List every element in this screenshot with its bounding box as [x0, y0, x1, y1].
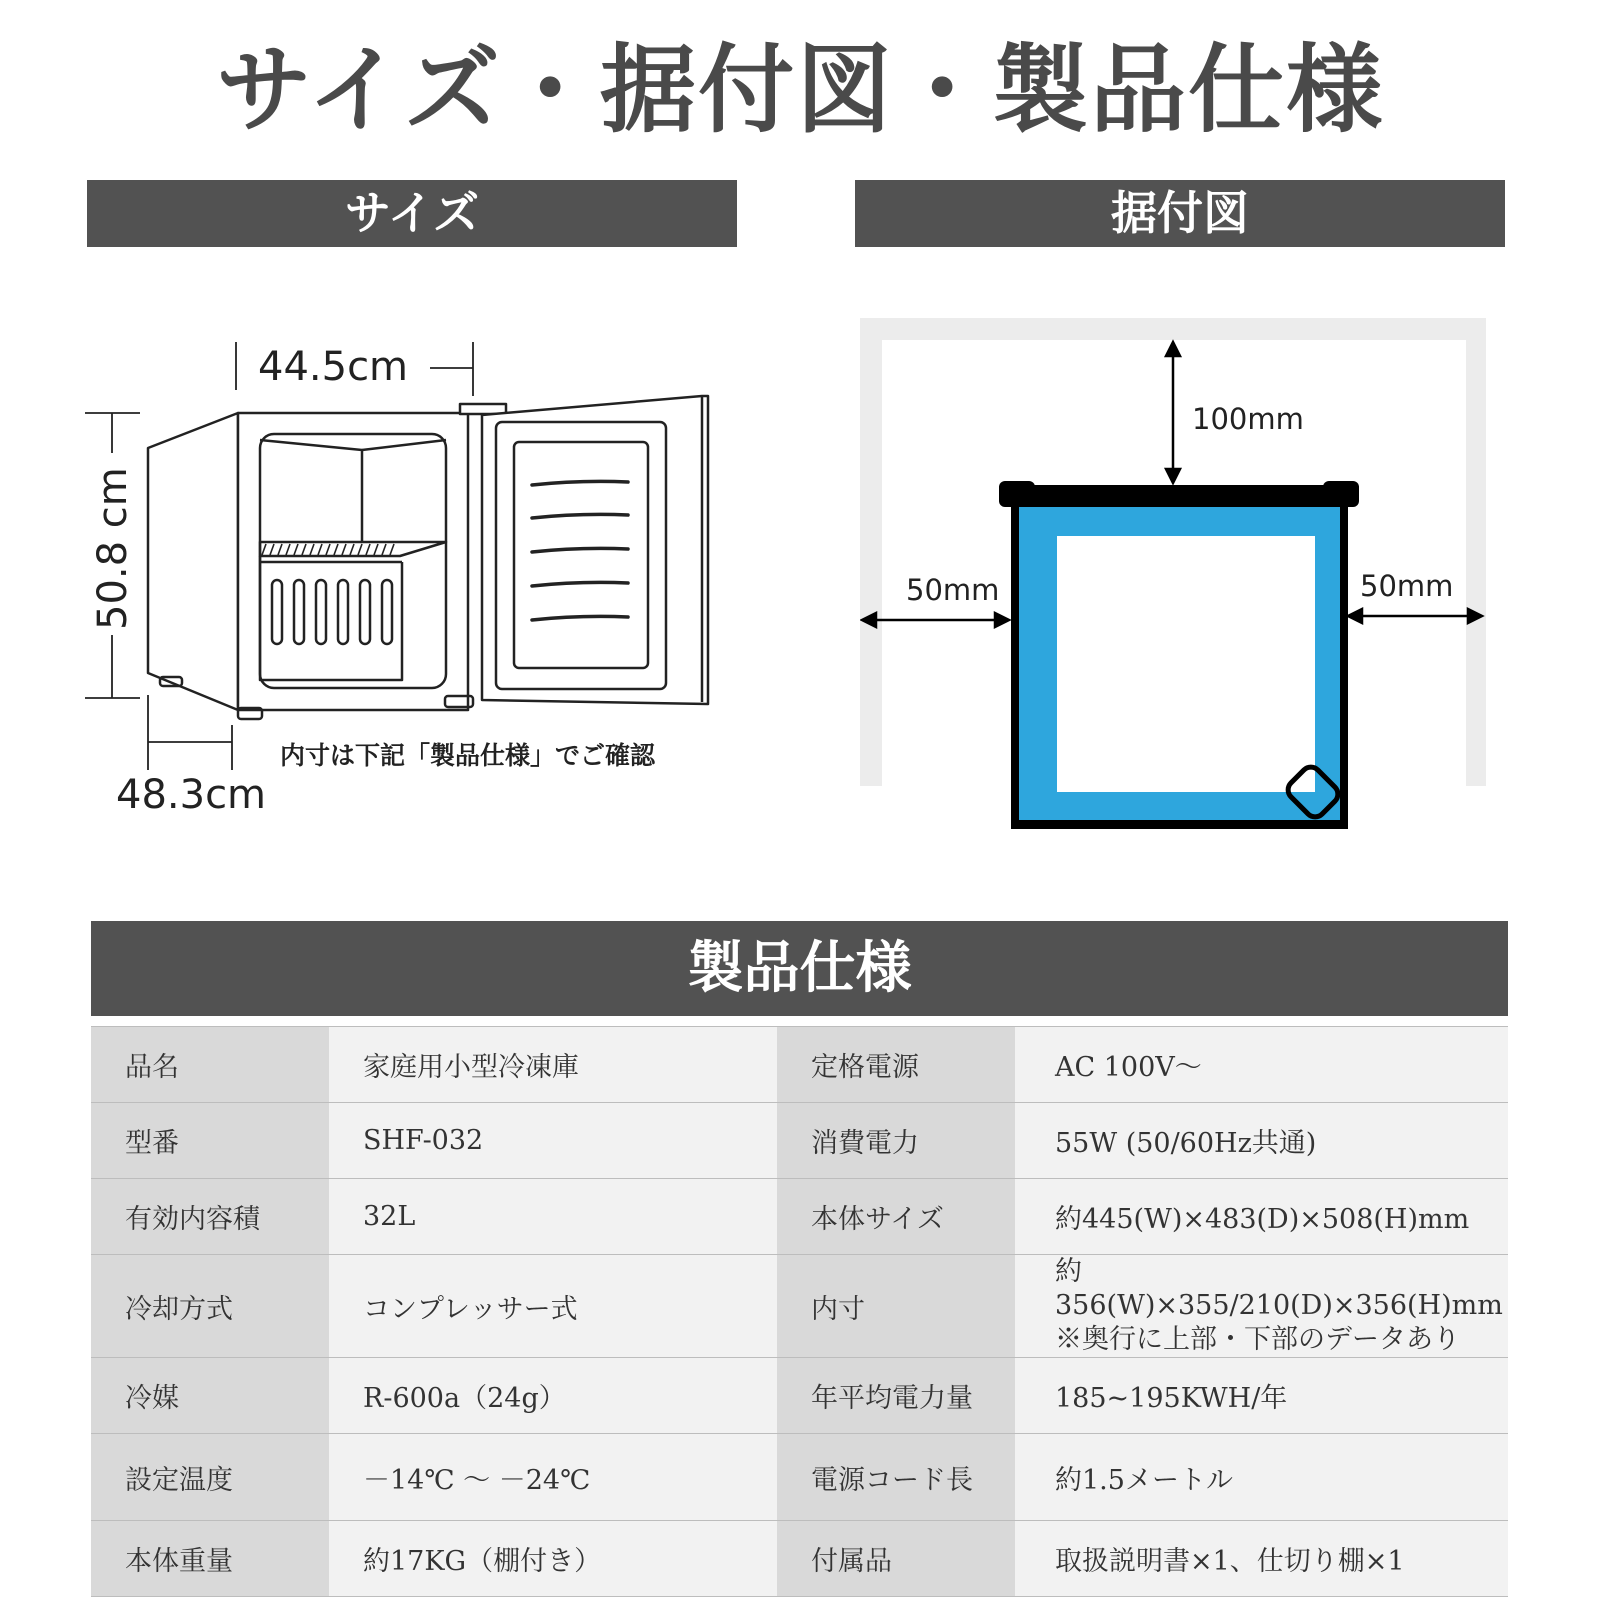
spec-label: 品名 — [91, 1027, 329, 1103]
spec-label: 内寸 — [777, 1255, 1015, 1358]
spec-value-multiline — [1015, 1255, 1508, 1358]
spec-value: 取扱説明書×1、仕切り棚×1 — [1015, 1521, 1508, 1597]
section-header-spec: 製品仕様 — [91, 921, 1508, 1016]
spec-value: 185~195KWH/年 — [1015, 1358, 1508, 1434]
spec-value: SHF-032 — [329, 1103, 777, 1179]
spec-label: 有効内容積 — [91, 1179, 329, 1255]
spec-label: 設定温度 — [91, 1434, 329, 1521]
fridge-side-panel — [148, 413, 238, 710]
spec-value: 家庭用小型冷凍庫 — [329, 1027, 777, 1103]
spec-label: 型番 — [91, 1103, 329, 1179]
spec-label: 付属品 — [777, 1521, 1015, 1597]
top-clearance-label: 100mm — [1192, 402, 1304, 436]
spec-value: －14℃ 〜 －24℃ — [329, 1434, 777, 1521]
table-row — [91, 1103, 1508, 1179]
section-header-install: 据付図 — [855, 180, 1505, 247]
spec-value: R-600a（24g） — [329, 1358, 777, 1434]
width-dimension-label: 44.5cm — [258, 344, 409, 390]
table-row — [91, 1027, 1508, 1103]
spec-value: 32L — [329, 1179, 777, 1255]
spec-label: 定格電源 — [777, 1027, 1015, 1103]
table-row — [91, 1255, 1508, 1358]
inner-size-note-value: ※奥行に上部・下部のデータあり — [1055, 1324, 1460, 1355]
spec-value: AC 100V〜 — [1015, 1027, 1508, 1103]
section-header-size: サイズ — [87, 180, 737, 247]
spec-value: 約1.5メートル — [1015, 1434, 1508, 1521]
spec-label: 本体サイズ — [777, 1179, 1015, 1255]
left-clearance-label: 50mm — [906, 573, 1000, 607]
table-row — [91, 1358, 1508, 1434]
spec-table — [91, 1026, 1508, 1597]
fridge-dimension-diagram — [80, 330, 760, 840]
height-dimension-label: 50.8 cm — [90, 467, 136, 630]
freezer-inner — [1057, 536, 1315, 792]
spec-label: 冷却方式 — [91, 1255, 329, 1358]
right-clearance-label: 50mm — [1360, 569, 1454, 603]
spec-label: 電源コード長 — [777, 1434, 1015, 1521]
inner-size-note: 内寸は下記「製品仕様」でご確認 — [280, 741, 656, 770]
table-row — [91, 1521, 1508, 1597]
depth-dimension-label: 48.3cm — [116, 772, 267, 818]
spec-label: 年平均電力量 — [777, 1358, 1015, 1434]
spec-value: 55W (50/60Hz共通) — [1015, 1103, 1508, 1179]
spec-value: 約445(W)×483(D)×508(H)mm — [1015, 1179, 1508, 1255]
table-row — [91, 1434, 1508, 1521]
installation-clearance-diagram — [860, 318, 1500, 838]
page-title: サイズ・据付図・製品仕様 — [215, 34, 1385, 146]
spec-label: 冷媒 — [91, 1358, 329, 1434]
spec-value: コンプレッサー式 — [329, 1255, 777, 1358]
table-row — [91, 1179, 1508, 1255]
inner-size-value: 約356(W)×355/210(D)×356(H)mm — [1055, 1256, 1503, 1321]
spec-label: 本体重量 — [91, 1521, 329, 1597]
spec-value: 約17KG（棚付き） — [329, 1521, 777, 1597]
spec-label: 消費電力 — [777, 1103, 1015, 1179]
